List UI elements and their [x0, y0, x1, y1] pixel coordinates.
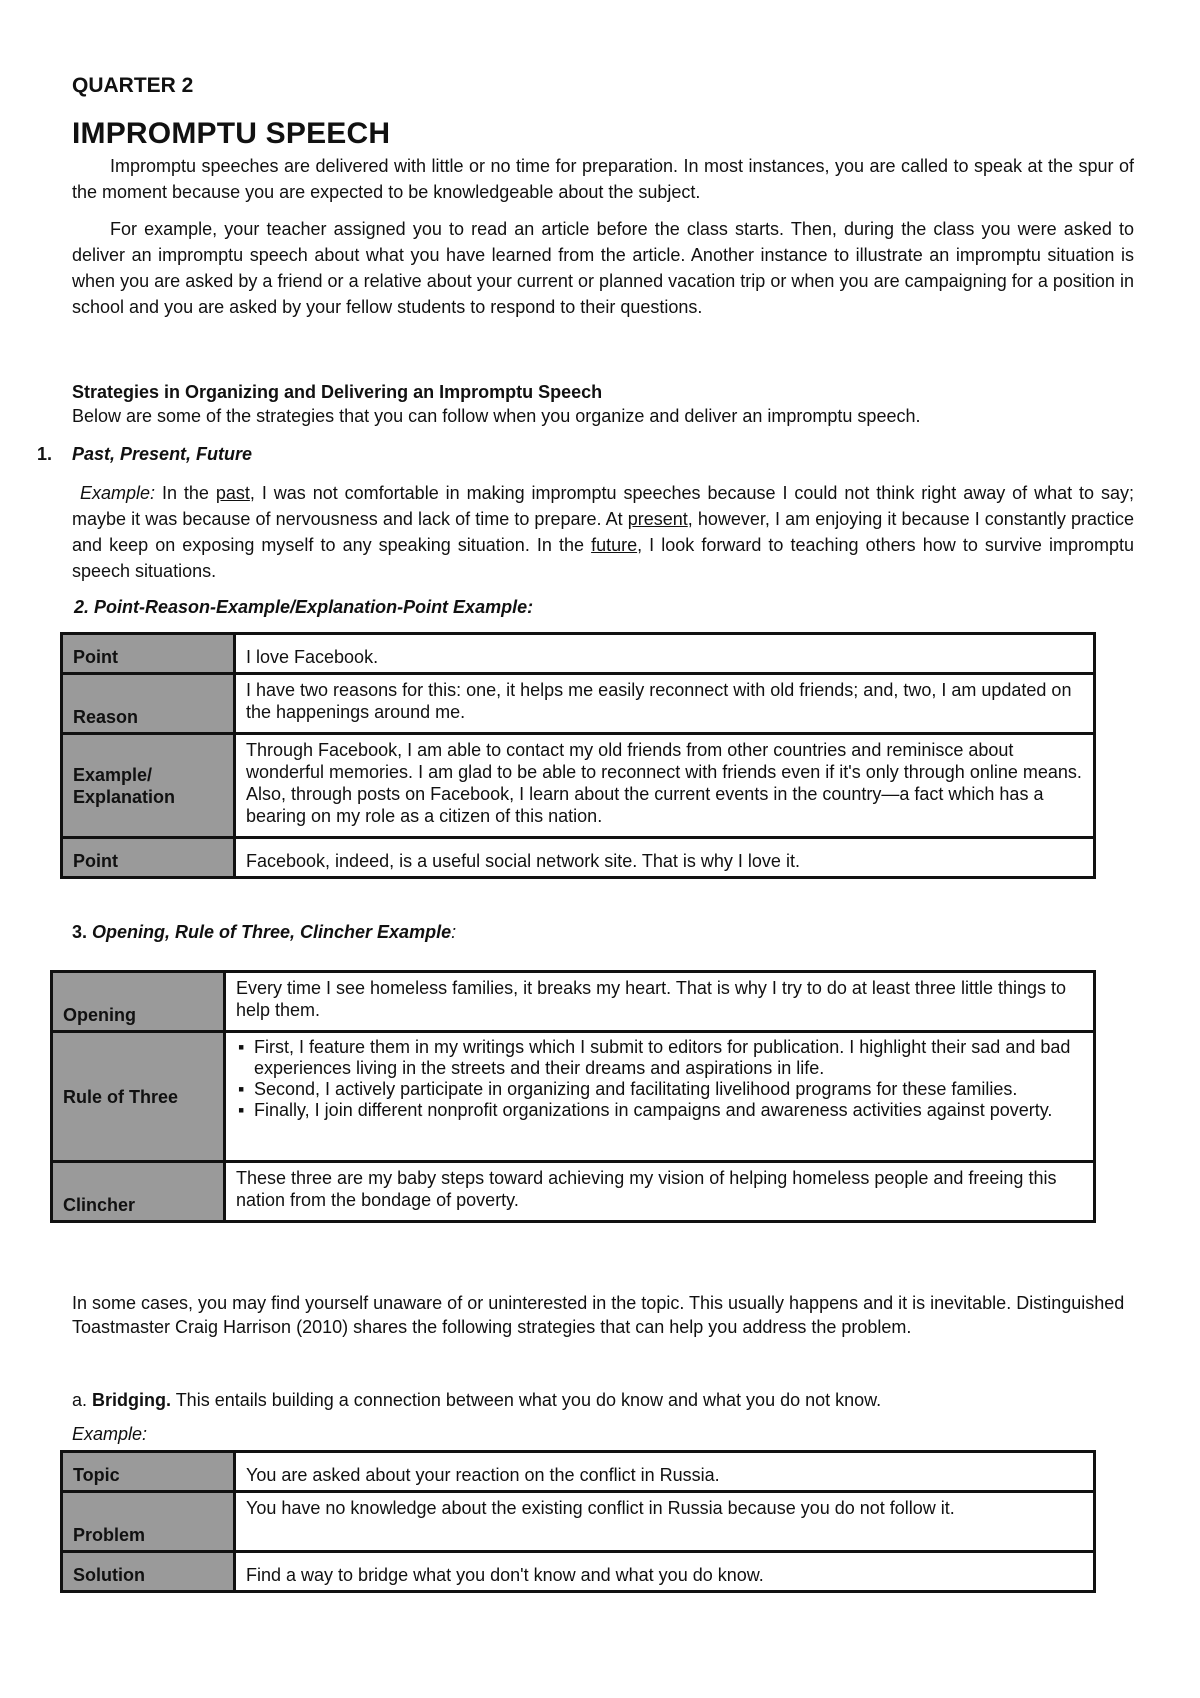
table-row — [62, 674, 1095, 734]
underlined-past: past — [215, 483, 250, 503]
table-key: Point — [62, 634, 235, 674]
table-row — [52, 972, 1095, 1032]
bridging-label: Bridging. — [92, 1390, 172, 1410]
strategy-1-example-label: Example: — [80, 483, 156, 503]
list-item: ▪ First, I feature them in my writings which I submit to editors for publication. I highlight their sad and bad experiences living in the streets and their dreams and aspirations in life. — [254, 1037, 1083, 1079]
table-key: Rule of Three — [52, 1032, 225, 1162]
list-item: ▪ Finally, I join different nonprofit organizations in campaigns and awareness activities against poverty. — [254, 1100, 1083, 1121]
intro-paragraph-2: For example, your teacher assigned you to read an article before the class starts. Then, during the class you were asked to deliver an impromptu speech about what you have learned from the article. Another instance to illustrate an impromptu situation is when you are asked by a friend or a relative about your current or planned vacation trip or when you are campaigning for a position in school and you are asked by your fellow students to respond to their questions. — [72, 219, 1134, 317]
table-row — [62, 734, 1095, 838]
table-key: Opening — [52, 972, 225, 1032]
table-key: Clincher — [52, 1162, 225, 1222]
table-value: These three are my baby steps toward achieving my vision of helping homeless people and freeing this nation from the bondage of poverty. — [225, 1162, 1095, 1222]
strategies-intro: Below are some of the strategies that you can follow when you organize and deliver an impromptu speech. — [72, 406, 921, 426]
table-key: Topic — [62, 1452, 235, 1492]
table-row — [52, 1032, 1095, 1162]
strategy-1-label: Past, Present, Future — [72, 444, 253, 464]
page-title: IMPROMPTU SPEECH — [72, 117, 391, 150]
table-key: Point — [62, 838, 235, 878]
table-value: You have no knowledge about the existing conflict in Russia because you do not follow it. — [235, 1492, 1095, 1552]
table-row — [62, 1452, 1095, 1492]
table-value — [225, 1032, 1095, 1162]
bridging-text: This entails building a connection between what you do know and what you do not know. — [171, 1390, 882, 1410]
table-value: I love Facebook. — [235, 634, 1095, 674]
table-value: Facebook, indeed, is a useful social network site. That is why I love it. — [235, 838, 1095, 878]
table-value: Every time I see homeless families, it breaks my heart. That is why I try to do at least three little things to help them. — [225, 972, 1095, 1032]
strategy-3-number: 3. — [72, 922, 93, 942]
strategy-1-number: 1. — [37, 444, 53, 464]
intro-paragraph-1: Impromptu speeches are delivered with little or no time for preparation. In most instances, you are called to speak at the spur of the moment because you are expected to be knowledgeable about the subject. — [72, 156, 1134, 202]
table-key: Problem — [62, 1492, 235, 1552]
strategy-1-heading — [37, 444, 252, 465]
uninterested-paragraph: In some cases, you may find yourself unaware of or uninterested in the topic. This usually happens and it is inevitable. Distinguished Toastmaster Craig Harrison (2010) shares the following strategies that can help you address the problem. — [72, 1293, 1125, 1337]
quarter-label: QUARTER 2 — [72, 74, 194, 97]
table-value: Through Facebook, I am able to contact my old friends from other countries and reminisce about wonderful memories. I am glad to be able to reconnect with friends even if it's only through online means. Also, through posts on Facebook, I learn about the current events in the country—a fact which has a bearing on my role as a citizen of this nation. — [235, 734, 1095, 838]
table-value: You are asked about your reaction on the conflict in Russia. — [235, 1452, 1095, 1492]
underlined-present: present — [627, 509, 688, 529]
strategy-2-heading: 2. Point-Reason-Example/Explanation-Point Example: — [74, 597, 534, 617]
table-key: Solution — [62, 1552, 235, 1592]
example-text: , I look forward to teaching others how to survive impromptu speech situations. — [72, 535, 1135, 581]
strategy-3-heading — [72, 922, 456, 943]
rule-of-three-list — [236, 1037, 1083, 1121]
strategy-3-label: Opening, Rule of Three, Clincher Example — [92, 922, 452, 942]
example-text: , however, I am enjoying it because I constantly practice and keep on exposing myself to any speaking situation. In the — [72, 509, 1134, 555]
table-key: Reason — [62, 674, 235, 734]
table-row — [62, 838, 1095, 878]
list-item: ▪ Second, I actively participate in organizing and facilitating livelihood programs for these families. — [254, 1079, 1083, 1100]
orc-table — [50, 970, 1096, 1223]
table-key: Example/ Explanation — [62, 734, 235, 838]
table-value: Find a way to bridge what you don't know and what you do know. — [235, 1552, 1095, 1592]
strategies-heading: Strategies in Organizing and Delivering an Impromptu Speech — [72, 382, 603, 402]
bridging-example-label: Example: — [72, 1424, 148, 1444]
table-row — [62, 1552, 1095, 1592]
bridging-table — [60, 1450, 1096, 1593]
table-row — [62, 1492, 1095, 1552]
example-text: In the — [155, 483, 216, 503]
example-text: , I was not comfortable in making impromptu speeches because I could not think right away of what to say; maybe it was because of nervousness and lack of time to prepare. At — [72, 483, 1134, 529]
strategy-1-example — [72, 480, 1134, 584]
strategy-3-colon: : — [451, 922, 457, 942]
table-row — [52, 1162, 1095, 1222]
bridging-heading — [72, 1390, 881, 1411]
table-row — [62, 634, 1095, 674]
bridging-prefix: a. — [72, 1390, 93, 1410]
prep-table — [60, 632, 1096, 879]
table-value: I have two reasons for this: one, it helps me easily reconnect with old friends; and, two, I am updated on the happenings around me. — [235, 674, 1095, 734]
underlined-future: future — [591, 535, 638, 555]
